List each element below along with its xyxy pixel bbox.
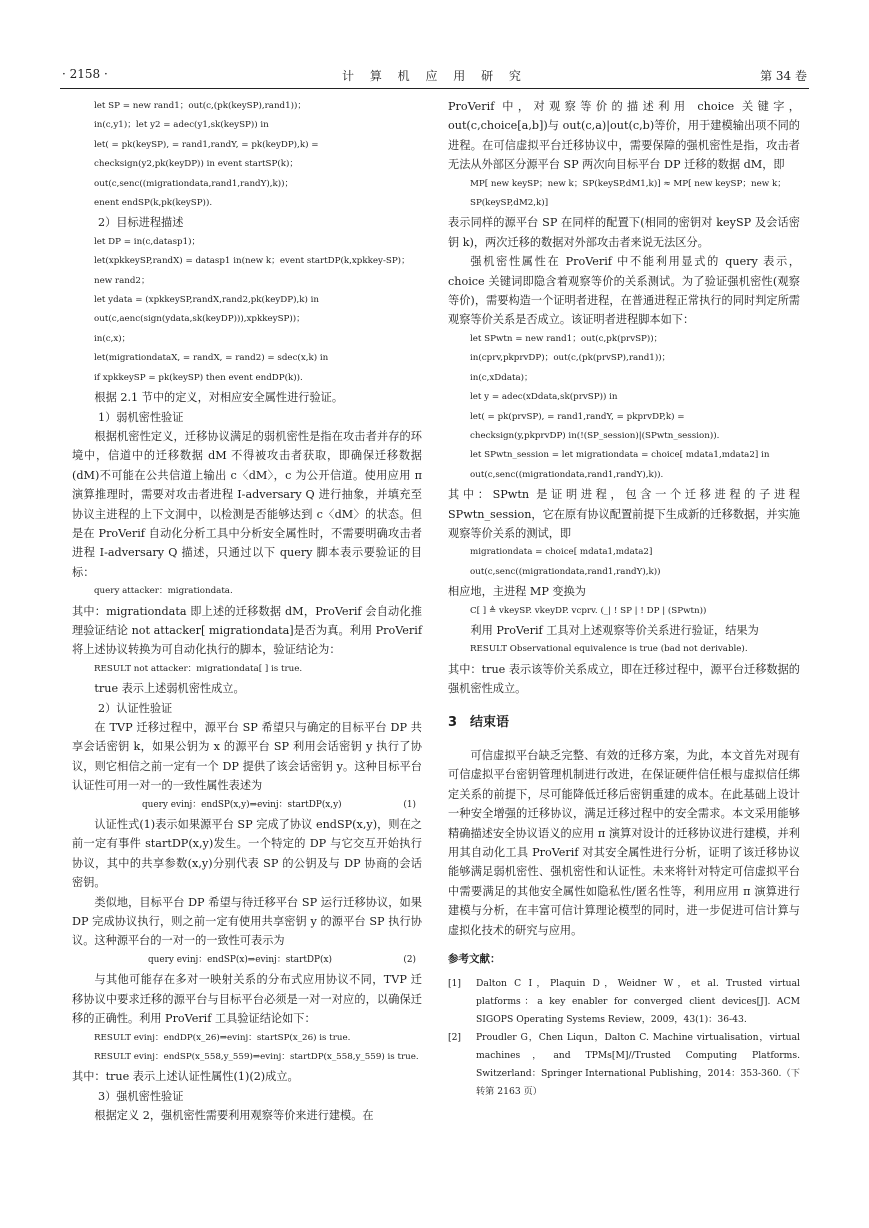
- subheading-target-process: 2）目标进程描述: [98, 216, 184, 230]
- code-line: enent endSP(k,pk(keySP)).: [94, 198, 213, 209]
- paragraph: 强机密性属性在 ProVerif 中不能利用显式的 query 表示，choice 关键词即隐含着观察等价的关系测试。为了验证强机密性(观察等价)，需要构造一个证明者进程，在普通进程正常执行的同时判定所需观察等价关系是否成立。该证明者进程脚本如下：: [448, 255, 800, 327]
- journal-title: 计 算 机 应 用 研 究: [342, 69, 527, 83]
- paragraph: 类似地，目标平台 DP 希望与待迁移平台 SP 运行迁移协议，如果 DP 完成协议执行，则之前一定有使用共享密钥 y 的源平台 SP 执行协议。这种源平台的一对一的一致性可表示为: [72, 895, 422, 948]
- paragraph: 在 TVP 迁移过程中，源平台 SP 希望只与确定的目标平台 DP 共享会话密钥 k，如果公钥为 x 的源平台 SP 利用会话密钥 y 执行了协议，则它相信之前一定有一个 DP 提供了该会话密钥 y。这种目标平台认证性可用一对一的一致性属性表述为: [72, 721, 422, 793]
- code-line: let DP = in(c,datasp1)；: [94, 236, 201, 247]
- code-line: in(c,xDdata)；: [470, 372, 533, 383]
- paragraph: 认证性式(1)表示如果源平台 SP 完成了协议 endSP(x,y)，则在之前一定有事件 startDP(x,y)发生。一个特定的 DP 与它交互开始执行协议，其中的共享参数(x,y)分别代表 SP 的公钥及与 DP 协商的会话密钥。: [72, 818, 422, 890]
- subheading-weak-confidentiality: 1）弱机密性验证: [98, 410, 184, 424]
- left-column: [72, 97, 422, 1126]
- equation-text: query evinj：endSP(x,y)⇒evinj：startDP(x,y): [142, 799, 342, 810]
- code-line: let SP = new rand1；out(c,(pk(keySP),rand1))；: [94, 101, 307, 111]
- code-line-wrapped: let(xpkkeySP,randX) = datasp1 in(new k；event startDP(k,xpkkey-SP)；: [94, 256, 410, 267]
- code-line: C[ ] ≜ vkeySP. vkeyDP. vcprv. (_| ! SP | ! DP | (SPwtn)): [470, 605, 707, 616]
- equation-text: query evinj：endSP(x)⇒evinj：startDP(x): [148, 954, 332, 965]
- paragraph: 根据 2.1 节中的定义，对相应安全属性进行验证。: [94, 391, 344, 405]
- code-block-source-process: [72, 97, 422, 213]
- reference-item: [448, 1029, 800, 1101]
- paragraph: 与其他可能存在多对一映射关系的分布式应用协议不同，TVP 迁移协议中要求迁移的源平台与目标平台必须是一对一对应的，以确保迁移的正确性。利用 ProVerif 工具验证结论如下：: [72, 973, 422, 1026]
- code-block-prover-process: [448, 330, 800, 485]
- reference-number: [2]: [448, 1032, 462, 1044]
- paragraph: 其中：SPwtn 是证明进程，包含一个迁移进程的子进程 SPwtn_session，它在原有协议配置前提下生成新的迁移数据，并实施观察等价关系的测试，即: [448, 488, 800, 540]
- code-line: let SPwtn = new rand1；out(c,pk(prvSP))；: [470, 333, 663, 344]
- paragraph: 其中：true 表示上述认证性属性(1)(2)成立。: [72, 1070, 299, 1084]
- code-line: new rand2；: [94, 275, 150, 286]
- reference-text: Dalton C I，Plaquin D，Weidner W，et al. Trusted virtual platforms：a key enabler for converged client devices[J]. ACM SIGOPS Operating Systems Review，2009，43(1)：36-43.: [476, 978, 800, 1026]
- subheading-authentication: 2）认证性验证: [98, 701, 173, 715]
- code-line: in(c,x)；: [94, 333, 131, 344]
- reference-number: [1]: [448, 978, 462, 990]
- code-line: RESULT not attacker：migrationdata[ ] is true.: [94, 663, 303, 674]
- header-rule: [60, 88, 809, 89]
- paragraph: 根据定义 2，强机密性需要利用观察等价来进行建模。在: [94, 1109, 374, 1123]
- code-line: let(migrationdataX, = randX, = rand2) = sdec(x,k) in: [94, 353, 329, 364]
- equation-1: [72, 796, 422, 815]
- paragraph: 可信虚拟平台缺乏完整、有效的迁移方案，为此，本文首先对现有可信虚拟平台密钥管理机制进行改进，在保证硬件信任根与虚拟信任绑定关系的前提下，尽可能降低迁移后密钥重建的成本。在此基础上设计一种安全增强的迁移协议，满足迁移过程中的安全需求。本文采用能够精确描述安全协议语义的应用 π 演算对设计的迁移协议进行建模，并利用其自动化工具 ProVerif 对其安全属性进行分析，证明了该迁移协议能够满足弱机密性、强机密性和认证性。未来将针对特定可信虚拟平台中需要满足的其他安全属性如隐私性/匿名性等，利用应用 π 演算进行建模与分析，在丰富可信计算理论模型的同时，进一步促进可信计算与虚拟化技术的研究与应用。: [448, 749, 800, 937]
- paragraph: 利用 ProVerif 工具对上述观察等价关系进行验证，结果为: [470, 623, 759, 637]
- paragraph: 其中：migrationdata 即上述的迁移数据 dM，ProVerif 会自动化推理验证结论 not attacker[ migrationdata]是否为真。利用 ProVerif 将上述协议转换为可自动化执行的脚本，验证结论为：: [72, 604, 422, 657]
- paragraph: true 表示上述弱机密性成立。: [94, 682, 245, 696]
- code-line: out(c,senc((migrationdata,rand1,randY),k))；: [94, 178, 294, 189]
- equation-number: (1): [403, 799, 416, 810]
- code-line: let( = pk(keySP), = rand1,randY, = pk(keyDP),k) =: [94, 139, 319, 150]
- code-line-wrapped: MP[ new keySP；new k；SP(keySP,dM1,k)] ≈ MP[ new keySP；new k；SP(keySP,dM2,k)]: [470, 178, 786, 209]
- code-line: query attacker：migrationdata.: [94, 586, 233, 597]
- paragraph: ProVerif 中，对观察等价的描述利用 choice 关键字，out(c,choice[a,b])与 out(c,a)|out(c,b)等价，用于建模输出项不同的进程。在可信虚拟平台迁移协议中，需要保障的强机密性是指，攻击者无法从外部区分源平台 SP 两次向目标平台 DP 迁移的数据 dM，即: [448, 100, 800, 172]
- code-line: checksign(y,pkprvDP) in(!(SP_session)|(SPwtn_session)).: [470, 430, 720, 441]
- code-line: out(c,aenc(sign(ydata,sk(keyDP))),xpkkeySP))；: [94, 314, 305, 325]
- paragraph: 表示同样的源平台 SP 在同样的配置下(相同的密钥对 keySP 及会话密钥 k)，两次迁移的数据对外部攻击者来说无法区分。: [448, 216, 800, 249]
- code-line: migrationdata = choice[ mdata1,mdata2]: [470, 547, 653, 558]
- code-line: let SPwtn_session = let migrationdata = choice[ mdata1,mdata2] in: [470, 450, 770, 461]
- code-line: out(c,senc((migrationdata,rand1,randY),k)): [470, 566, 661, 577]
- volume-label: 第 34 卷: [760, 69, 807, 83]
- reference-text: Proudler G，Chen Liqun，Dalton C. Machine virtualisation，virtual machines，and TPMs[M]//Trusted Computing Platforms. Switzerland：Springer International Publishing，2014：353-360.（下转第 2163 页）: [476, 1032, 800, 1098]
- code-block-target-process: [72, 233, 422, 388]
- reference-item: [448, 975, 800, 1029]
- equation-2: [72, 951, 422, 970]
- code-line: RESULT evinj：endDP(x_26)⇒evinj：startSP(x_26) is true.: [94, 1032, 351, 1043]
- code-line: in(cprv,pkprvDP)；out(c,(pk(prvSP),rand1))；: [470, 353, 671, 364]
- paragraph: 其中：true 表示该等价关系成立，即在迁移过程中，源平台迁移数据的强机密性成立。: [448, 662, 800, 696]
- code-line: if xpkkeySP = pk(keySP) then event endDP(k)).: [94, 372, 303, 383]
- code-line: let y = adec(xDdata,sk(prvSP)) in: [470, 392, 618, 403]
- equation-number: (2): [403, 954, 416, 965]
- references-heading: 参考文献：: [448, 953, 501, 966]
- paragraph: 根据机密性定义，迁移协议满足的弱机密性是指在攻击者并存的环境中，信道中的迁移数据 dM 不得被攻击者获取，即确保迁移数据(dM)不可能在公共信道上输出 c〈dM〉，c 为公开信道。使用应用 π 演算推理时，需要对攻击者进程 I-adversary Q 进行抽象，并填充至协议主进程的上下文洞中，以检测是否能够达到 c〈dM〉的状态。但是在 ProVerif 自动化分析工具中分析安全属性时，不需要明确攻击者进程 I-adversary Q 描述，只通过以下 query 脚本表示要验证的目标：: [72, 429, 422, 579]
- page-number: · 2158 ·: [62, 67, 108, 81]
- code-line: in(c,y1)；let y2 = adec(y1,sk(keySP)) in: [94, 120, 269, 131]
- code-line: out(c,senc((migrationdata,rand1,randY),k)).: [470, 469, 664, 480]
- code-line: RESULT Observational equivalence is true (bad not derivable).: [470, 644, 748, 655]
- section-heading-conclusion: 3 结束语: [448, 714, 510, 730]
- paragraph: 相应地，主进程 MP 变换为: [448, 585, 586, 599]
- code-line: let ydata = (xpkkeySP,randX,rand2,pk(keyDP),k) in: [94, 295, 320, 306]
- code-line: let( = pk(prvSP), = rand1,randY, = pkprvDP,k) =: [470, 411, 685, 422]
- page-header: [58, 64, 811, 86]
- right-column: [448, 97, 800, 1101]
- code-line: checksign(y2,pk(keyDP)) in event startSP(k)；: [94, 159, 299, 170]
- code-line-wrapped: RESULT evinj：endSP(x_558,y_559)⇒evinj：startDP(x_558,y_559) is true.: [94, 1051, 419, 1062]
- subheading-strong-confidentiality: 3）强机密性验证: [98, 1089, 184, 1103]
